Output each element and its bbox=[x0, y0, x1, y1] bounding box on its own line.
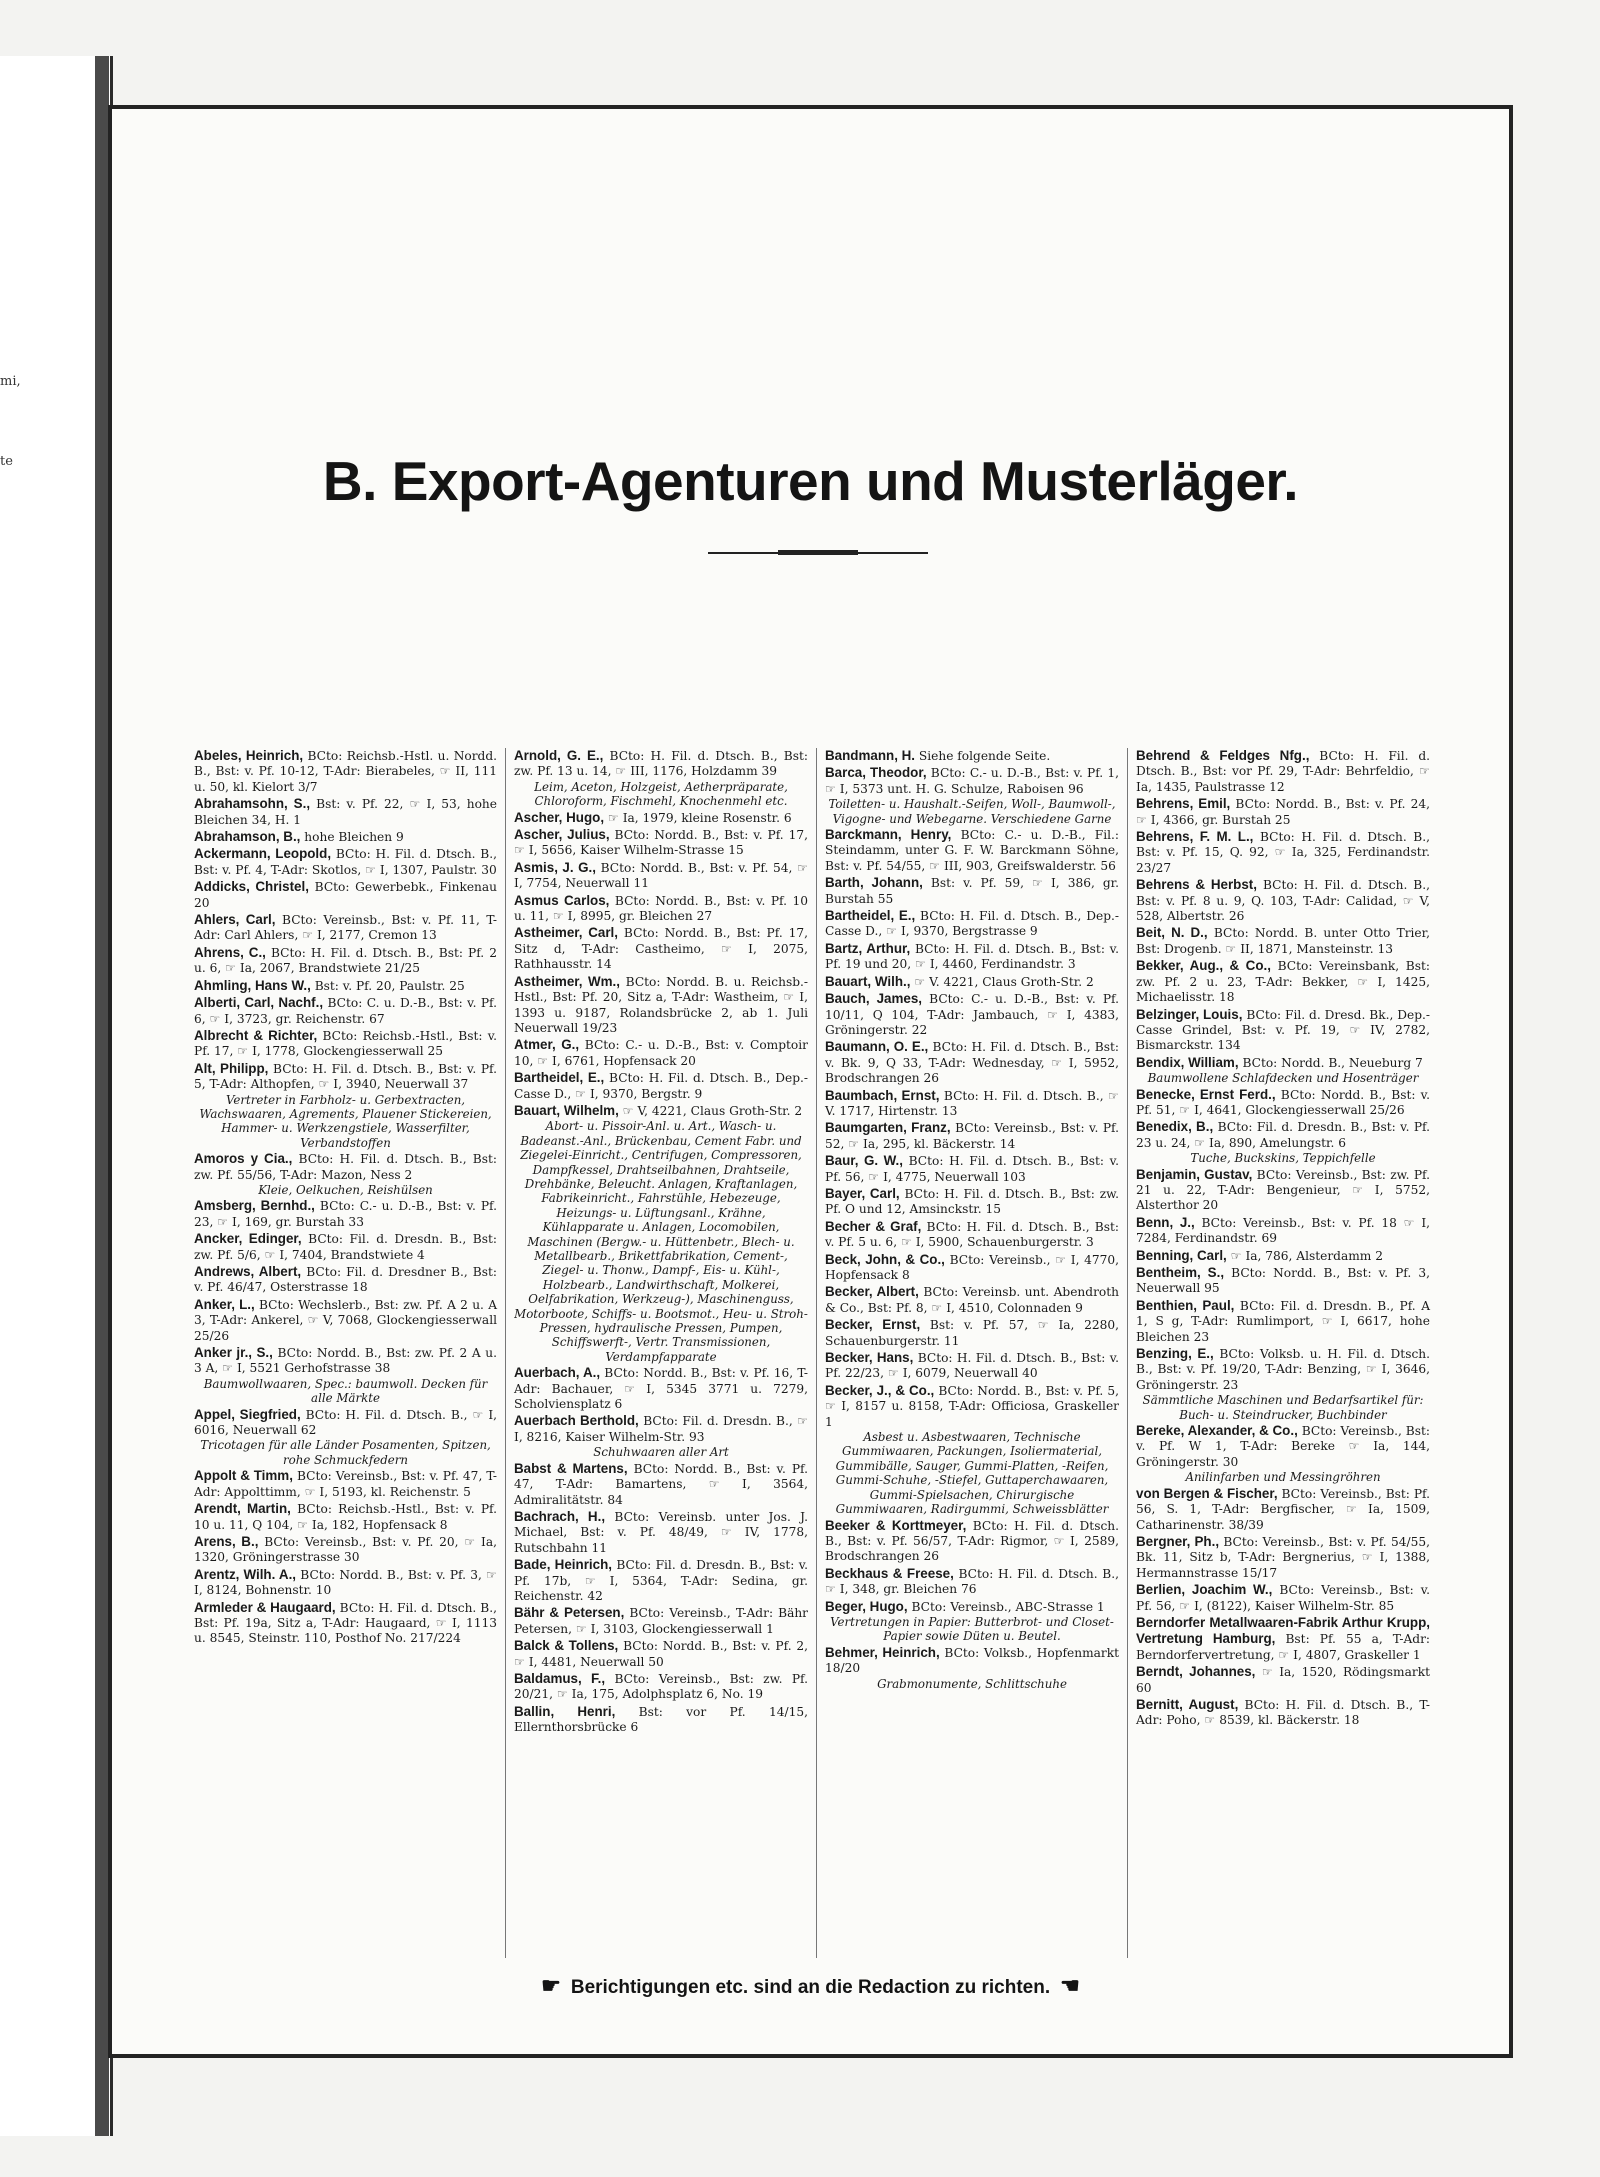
entry-name: Astheimer, Wm., bbox=[514, 973, 620, 989]
directory-entry bbox=[194, 1028, 497, 1060]
directory-entry bbox=[825, 991, 1119, 1038]
directory-entry bbox=[194, 1198, 497, 1230]
directory-entry bbox=[194, 945, 497, 977]
directory-entry bbox=[514, 810, 808, 826]
directory-entry bbox=[1136, 1055, 1430, 1086]
entry-name: Becher & Graf, bbox=[825, 1218, 922, 1234]
entry-name: Benning, Carl, bbox=[1136, 1247, 1227, 1263]
directory-entry bbox=[1136, 1215, 1430, 1247]
entry-details: BCto: H. Fil. d. Dtsch. B., Bst: v. Pf. 8 u. 9, Q. 103, T-Adr: Calidad, ☞ V, 528, Albertstr. 26 bbox=[1136, 878, 1431, 924]
entry-details: BCto: Fil. d. Dresdn. B., Bst: zw. Pf. 5/6, ☞ I, 7404, Brandstwiete 4 bbox=[194, 1232, 498, 1262]
entry-details: BCto: H. Fil. d. Dtsch. B., Bst: zw. Pf. O und 12, Amsinckstr. 15 bbox=[825, 1186, 1119, 1217]
directory-entry bbox=[514, 1605, 808, 1637]
entry-details: BCto: Nordd. B., Bst: v. Pf. 24, ☞ I, 4366, gr. Burstah 25 bbox=[1136, 797, 1430, 827]
entry-details: BCto: Reichsb.-Hstl., Bst: v. Pf. 17, ☞ I, 1778, Glockengiesserwall 25 bbox=[194, 1028, 498, 1059]
directory-entry bbox=[514, 1413, 808, 1459]
entry-product-note: Tricotagen für alle Länder Posamenten, Spitzen, rohe Schmuckfedern bbox=[200, 1438, 491, 1467]
entry-name: Baldamus, F., bbox=[514, 1670, 606, 1686]
directory-entry bbox=[194, 1264, 497, 1296]
entry-product-note: Asbest u. Asbestwaaren, Technische Gummiwaaren, Packungen, Isoliermaterial, Gummibälle, Sauger, Gummi-Platten, -Reifen, Gummi-Schuhe, -Stiefel, Guttaperchawaaren, Gummi-Spielsachen, Chirurgische Gummiwaaren, Radirgummi, Schweissblätter bbox=[835, 1430, 1109, 1517]
entry-details: BCto: Vereinsb., ABC-Strasse 1 bbox=[911, 1599, 1105, 1614]
entry-product-note: Kleie, Oelkuchen, Reishülsen bbox=[258, 1182, 433, 1197]
entry-details: BCto: Vereinsb., Bst: v. Pf. 52, ☞ Ia, 295, kl. Bäckerstr. 14 bbox=[825, 1121, 1119, 1151]
entry-name: Beeker & Korttmeyer, bbox=[825, 1517, 967, 1533]
entry-details: BCto: H. Fil. d. Dtsch. B., Bst: v. Pf. 19 und 20, ☞ I, 4460, Ferdinandstr. 3 bbox=[825, 941, 1119, 972]
directory-entry bbox=[1136, 1697, 1430, 1729]
directory-entry bbox=[825, 1518, 1119, 1565]
entry-details: BCto: Vereinsb., T-Adr: Bähr Petersen, ☞ I, 3103, Glockengiesserwall 1 bbox=[514, 1606, 809, 1636]
directory-entry bbox=[1136, 1582, 1430, 1614]
entry-details: BCto: Vereinsb., Bst: v. Pf. 20, ☞ Ia, 1320, Gröningerstrasse 30 bbox=[194, 1534, 498, 1565]
directory-entry bbox=[825, 1039, 1119, 1086]
entry-name: Behrens, F. M. L., bbox=[1136, 829, 1254, 845]
entry-details: ☞ Ia, 1520, Rödingsmarkt 60 bbox=[1136, 1665, 1430, 1695]
entry-details: BCto: Volksb., Hopfenmarkt 18/20 bbox=[825, 1645, 1120, 1676]
entry-name: Bähr & Petersen, bbox=[514, 1605, 625, 1621]
entry-name: Benzing, E., bbox=[1136, 1346, 1214, 1362]
directory-entry bbox=[194, 1061, 497, 1150]
directory-entry bbox=[1136, 1346, 1430, 1422]
directory-entry bbox=[514, 748, 808, 809]
entry-details: ☞ Ia, 786, Alsterdamm 2 bbox=[1230, 1248, 1383, 1263]
entry-name: Baur, G. W., bbox=[825, 1153, 903, 1169]
entry-name: Alberti, Carl, Nachf., bbox=[194, 995, 324, 1011]
entry-name: Bachrach, H., bbox=[514, 1508, 606, 1524]
footer-text: Berichtigungen etc. sind an die Redaction zu richten. bbox=[570, 1977, 1051, 1998]
entry-name: Asmus Carlos, bbox=[514, 892, 610, 908]
entry-details: BCto: Vereinsb., Bst: Pf. 56, S. 1, T-Adr: Bergfischer, ☞ Ia, 1509, Catharinenstr. 38/39 bbox=[1136, 1486, 1430, 1532]
entry-details: BCto: H. Fil. d. Dtsch. B., Bst: v. Pf. 5 u. 6, ☞ I, 5900, Schauenburgerstr. 3 bbox=[825, 1219, 1120, 1250]
directory-entry bbox=[825, 765, 1119, 826]
directory-entry bbox=[825, 1566, 1119, 1598]
entry-product-note: Baumwollene Schlafdecken und Hosenträger bbox=[1147, 1071, 1419, 1086]
entry-name: Ascher, Julius, bbox=[514, 827, 610, 843]
entry-name: Ahrens, C., bbox=[194, 944, 266, 960]
entry-name: Bendix, William, bbox=[1136, 1054, 1239, 1070]
entry-name: Benthien, Paul, bbox=[1136, 1297, 1235, 1313]
entry-details: BCto: H. Fil. d. Dtsch. B., T-Adr: Poho, ☞ 8539, kl. Bäckerstr. 18 bbox=[1136, 1697, 1430, 1728]
entry-details: BCto: H. Fil. d. Dtsch. B., Bst: v. Pf. 5, T-Adr: Althopfen, ☞ I, 3940, Neuerwall 37 bbox=[194, 1061, 497, 1092]
directory-entry bbox=[194, 1501, 497, 1533]
entry-name: Andrews, Albert, bbox=[194, 1264, 302, 1279]
directory-entry bbox=[1136, 958, 1430, 1005]
directory-entry bbox=[514, 1509, 808, 1556]
pointing-hand-icon: ☛ bbox=[541, 1973, 561, 1998]
entry-name: Beckhaus & Freese, bbox=[825, 1565, 954, 1581]
entry-details: BCto: Fil. d. Dresdn. B., Bst: v. Pf. 17b, ☞ I, 5364, T-Adr: Sedina, gr. Reichenstr. 42 bbox=[514, 1558, 809, 1603]
entry-details: BCto: H. Fil. d. Dtsch. B., ☞ I, 348, gr. Bleichen 76 bbox=[825, 1566, 1120, 1597]
entry-name: Benedix, B., bbox=[1136, 1119, 1214, 1135]
directory-entry bbox=[194, 829, 497, 845]
entry-name: Asmis, J. G., bbox=[514, 859, 596, 875]
entry-name: Beit, N. D., bbox=[1136, 925, 1208, 941]
directory-entry bbox=[1136, 1298, 1430, 1345]
binding-shadow bbox=[95, 56, 109, 2136]
entry-name: Ahlers, Carl, bbox=[194, 912, 276, 928]
directory-entry bbox=[1136, 1248, 1430, 1264]
entry-details: BCto: Vereinsb., Bst: v. Pf. 47, T-Adr: Appolttimm, ☞ I, 5193, kl. Reichenstr. 5 bbox=[194, 1469, 497, 1499]
entry-details: Bst: v. Pf. 22, ☞ I, 53, hohe Bleichen 34, H. 1 bbox=[194, 797, 497, 827]
directory-entry bbox=[514, 1037, 808, 1069]
entry-details: BCto: Vereinsb., Bst: v. Pf. W 1, T-Adr: Bereke ☞ Ia, 144, Gröningerstr. 30 bbox=[1136, 1424, 1431, 1469]
entry-details: BCto: Nordd. B., Bst: Pf. 17, Sitz d, T-Adr: Castheimo, ☞ I, 2075, Rathhausstr. 14 bbox=[514, 926, 808, 972]
entry-name: von Bergen & Fischer, bbox=[1136, 1485, 1278, 1501]
entry-name: Baumgarten, Franz, bbox=[825, 1120, 951, 1136]
directory-entry bbox=[825, 748, 1119, 764]
entry-details: BCto: Nordd. B. u. Reichsb.-Hstl., Bst: Pf. 20, Sitz a, T-Adr: Wastheim, ☞ I, 1393 u. 9187, Rolandsbrücke 2, ab 1. Juli Neuerwall 19/23 bbox=[514, 974, 808, 1035]
entry-name: Baumbach, Ernst, bbox=[825, 1087, 940, 1103]
entry-details: BCto: Fil. d. Dresdner B., Bst: v. Pf. 46/47, Osterstrasse 18 bbox=[194, 1265, 497, 1295]
entry-name: Ancker, Edinger, bbox=[194, 1231, 302, 1247]
directory-entry bbox=[825, 1120, 1119, 1152]
entry-details: BCto: C.- u. D.-B., Bst: v. Comptoir 10, ☞ I, 6761, Hopfensack 20 bbox=[514, 1038, 808, 1068]
directory-entry bbox=[514, 925, 808, 972]
entry-details: Bst: Pf. 55 a, T-Adr: Berndorfervertretung, ☞ I, 4807, Graskeller 1 bbox=[1136, 1632, 1430, 1662]
entry-details: BCto: Volksb. u. H. Fil. d. Dtsch. B., Bst: v. Pf. 19/20, T-Adr: Benzing, ☞ I, 3646, Gröningerstr. 23 bbox=[1136, 1347, 1431, 1392]
entry-details: BCto: Vereinsb., Bst: v. Pf. 54/55, Bk. 11, Sitz b, T-Adr: Bergnerius, ☞ I, 1388, Hermannstrasse 15/17 bbox=[1136, 1534, 1430, 1580]
directory-entry bbox=[825, 1153, 1119, 1185]
directory-entry bbox=[825, 1645, 1119, 1691]
entry-details: BCto: Fil. d. Dresdn. B., ☞ I, 8216, Kaiser Wilhelm-Str. 93 bbox=[514, 1414, 809, 1444]
entry-details: BCto: Vereinsb., Bst: zw. Pf. 21 u. 22, T-Adr: Bengenieur, ☞ I, 5752, Alsterthor 20 bbox=[1136, 1167, 1430, 1213]
entry-details: BCto: Nordd. B., Bst: v. Pf. 10 u. 11, ☞ I, 8995, gr. Bleichen 27 bbox=[514, 893, 808, 924]
entry-details: BCto: Vereinsb., Bst: zw. Pf. 20/21, ☞ Ia, 175, Adolphsplatz 6, No. 19 bbox=[514, 1671, 808, 1702]
entry-name: Bentheim, S., bbox=[1136, 1265, 1225, 1280]
entry-details: ☞ V, 4221, Claus Groth-Str. 2 bbox=[622, 1103, 803, 1118]
directory-entry bbox=[825, 941, 1119, 973]
entry-details: BCto: Nordd. B., Bst: v. Pf. 16, T-Adr: Bachauer, ☞ I, 5345 3771 u. 7279, Scholviensplatz 6 bbox=[514, 1366, 808, 1412]
entry-details: BCto: Wechslerb., Bst: zw. Pf. A 2 u. A 3, T-Adr: Ankerel, ☞ V, 7068, Glockengiesserwall 25/26 bbox=[194, 1297, 498, 1343]
directory-entry bbox=[1136, 1167, 1430, 1214]
entry-name: Balck & Tollens, bbox=[514, 1638, 619, 1654]
directory-entry bbox=[825, 1219, 1119, 1251]
entry-details: BCto: Gewerbebk., Finkenau 20 bbox=[194, 880, 498, 910]
directory-entry bbox=[194, 748, 497, 795]
entry-name: Atmer, G., bbox=[514, 1037, 580, 1053]
directory-entry bbox=[514, 860, 808, 892]
directory-entry bbox=[825, 827, 1119, 874]
directory-entry bbox=[194, 978, 497, 994]
entry-name: Auerbach Berthold, bbox=[514, 1413, 639, 1429]
footer-notice bbox=[112, 1973, 1509, 1999]
entry-details: BCto: H. Fil. d. Dtsch. B., Bst: v. Pf. 22/23, ☞ I, 6079, Neuerwall 40 bbox=[825, 1351, 1120, 1381]
entry-name: Ballin, Henri, bbox=[514, 1703, 616, 1719]
entry-details: BCto: Nordd. B., Bst: v. Pf. 3, Neuerwall 95 bbox=[1136, 1266, 1430, 1296]
directory-entry bbox=[194, 1345, 497, 1406]
entry-details: BCto: Nordd. B., Bst: v. Pf. 17, ☞ I, 5656, Kaiser Wilhelm-Strasse 15 bbox=[514, 828, 808, 858]
entry-name: Bauart, Wilhelm, bbox=[514, 1102, 619, 1118]
entry-name: Arens, B., bbox=[194, 1533, 259, 1549]
directory-entry bbox=[1136, 1664, 1430, 1696]
entry-details: BCto: Nordd. B., Bst: v. Pf. 2, ☞ I, 4481, Neuerwall 50 bbox=[514, 1639, 808, 1669]
directory-entry bbox=[1136, 1119, 1430, 1165]
entry-details: Bst: v. Pf. 59, ☞ I, 386, gr. Burstah 55 bbox=[825, 876, 1120, 906]
entry-details: Bst: v. Pf. 20, Paulstr. 25 bbox=[314, 978, 465, 993]
directory-entry bbox=[1136, 877, 1430, 924]
entry-name: Bandmann, H. bbox=[825, 748, 916, 763]
entry-name: Behrend & Feldges Nfg., bbox=[1136, 748, 1310, 763]
entry-details: ☞ Ia, 1979, kleine Rosenstr. 6 bbox=[607, 810, 792, 825]
entry-details: BCto: H. Fil. d. Dtsch. B., Bst: Pf. 19a, Sitz a, T-Adr: Haugaard, ☞ I, 1113 u. 8545, Steinstr. 110, Posthof No. 217/224 bbox=[194, 1600, 498, 1646]
directory-entry bbox=[1136, 1265, 1430, 1297]
entry-name: Ackermann, Leopold, bbox=[194, 846, 332, 862]
entry-name: Anker, L., bbox=[194, 1296, 255, 1312]
title-rule-ornament bbox=[778, 550, 858, 555]
directory-entry bbox=[825, 1317, 1119, 1349]
entry-name: Berlien, Joachim W., bbox=[1136, 1582, 1273, 1598]
document-page bbox=[108, 105, 1513, 2058]
directory-entry bbox=[514, 1638, 808, 1670]
directory-entry bbox=[825, 1186, 1119, 1218]
entry-details: BCto: H. Fil. d. Dtsch. B., Bst: v. Pf. 56/57, T-Adr: Rigmor, ☞ I, 2589, Brodschrangen 26 bbox=[825, 1518, 1120, 1564]
directory-entry bbox=[1136, 748, 1430, 795]
entry-name: Bauch, James, bbox=[825, 991, 923, 1007]
entry-details: BCto: C.- u. D.-B., Bst: v. Pf. 1, ☞ I, 5373 unt. H. G. Schulze, Raboisen 96 bbox=[825, 766, 1120, 796]
entry-name: Barckmann, Henry, bbox=[825, 827, 952, 843]
entry-name: Barca, Theodor, bbox=[825, 765, 927, 781]
entry-name: Albrecht & Richter, bbox=[194, 1027, 318, 1043]
directory-entry bbox=[514, 1704, 808, 1736]
entry-name: Alt, Philipp, bbox=[194, 1060, 269, 1076]
entry-details: BCto: Fil. d. Dresdn. B., Pf. A 1, S g, T-Adr: Rumlimport, ☞ I, 6617, hohe Bleichen 23 bbox=[1136, 1298, 1430, 1344]
directory-entry bbox=[825, 1088, 1119, 1120]
entry-details: BCto: C. u. D.-B., Bst: v. Pf. 6, ☞ I, 3723, gr. Reichenstr. 67 bbox=[194, 996, 498, 1026]
directory-entry bbox=[514, 974, 808, 1037]
entry-name: Belzinger, Louis, bbox=[1136, 1006, 1243, 1022]
entry-details: BCto: Nordd. B., Bst: v. Pf. 47, T-Adr: Bamartens, ☞ I, 3564, Admiralitätstr. 84 bbox=[514, 1461, 809, 1507]
entry-details: BCto: H. Fil. d. Dtsch. B., Bst: zw. Pf. 55/56, T-Adr: Mazon, Ness 2 bbox=[194, 1152, 498, 1182]
entry-details: BCto: Fil. d. Dresd. Bk., Dep.-Casse Grindel, Bst: v. Pf. 19, ☞ IV, 2782, Bismarckstr. 134 bbox=[1136, 1007, 1430, 1053]
entry-name: Baumann, O. E., bbox=[825, 1039, 929, 1055]
entry-details: ☞ V. 4221, Claus Groth-Str. 2 bbox=[914, 974, 1094, 989]
binding-fragment: te bbox=[0, 454, 13, 469]
entry-details: BCto: Nordd. B. unter Otto Trier, Bst: Drogenb. ☞ II, 1871, Mansteinstr. 13 bbox=[1136, 926, 1430, 956]
directory-entry bbox=[194, 1151, 497, 1197]
entry-name: Bartheidel, E., bbox=[514, 1070, 605, 1086]
entry-name: Ahmling, Hans W., bbox=[194, 977, 311, 993]
entry-name: Bauart, Wilh., bbox=[825, 973, 911, 989]
directory-entry bbox=[825, 974, 1119, 990]
entry-name: Behrens & Herbst, bbox=[1136, 877, 1257, 893]
entry-name: Bernitt, August, bbox=[1136, 1696, 1239, 1712]
entry-details: BCto: Vereinsb. unt. Abendroth & Co., Bst: Pf. 8, ☞ I, 4510, Colonnaden 9 bbox=[825, 1285, 1119, 1315]
directory-columns bbox=[194, 748, 1438, 1958]
entry-product-note: Leim, Aceton, Holzgeist, Aetherpräparate, Chloroform, Fischmehl, Knochenmehl etc. bbox=[534, 779, 788, 809]
directory-entry bbox=[825, 875, 1119, 907]
directory-entry bbox=[194, 796, 497, 828]
binding-fragment: mi, bbox=[0, 374, 21, 389]
directory-entry bbox=[825, 1252, 1119, 1284]
directory-entry bbox=[194, 995, 497, 1027]
entry-details: BCto: H. Fil. d. Dtsch. B., Bst: v. Bk. 9, Q 33, T-Adr: Wednesday, ☞ I, 5952, Brodschrangen 26 bbox=[825, 1040, 1120, 1086]
entry-name: Benn, J., bbox=[1136, 1214, 1195, 1230]
directory-entry bbox=[194, 846, 497, 878]
entry-details: BCto: H. Fil. d. Dtsch. B., Bst: v. Pf. 56, ☞ I, 4775, Neuerwall 103 bbox=[825, 1154, 1119, 1184]
entry-name: Becker, Albert, bbox=[825, 1284, 919, 1300]
directory-entry bbox=[194, 1567, 497, 1599]
entry-details: BCto: H. Fil. d. Dtsch. B., Dep.-Casse D., ☞ I, 9370, Bergstr. 9 bbox=[514, 1071, 809, 1101]
entry-name: Auerbach, A., bbox=[514, 1365, 601, 1381]
directory-entry bbox=[194, 879, 497, 911]
directory-entry bbox=[1136, 796, 1430, 828]
entry-name: Abrahamson, B., bbox=[194, 829, 301, 845]
entry-name: Beck, John, & Co., bbox=[825, 1251, 945, 1267]
directory-entry bbox=[1136, 1534, 1430, 1581]
entry-details: BCto: Nordd. B., Bst: v. Pf. 54, ☞ I, 7754, Neuerwall 11 bbox=[514, 860, 808, 891]
entry-name: Beger, Hugo, bbox=[825, 1598, 908, 1614]
entry-details: BCto: H. Fil. d. Dtsch. B., Bst: Pf. 2 u. 6, ☞ Ia, 2067, Brandstwiete 21/25 bbox=[194, 945, 497, 976]
entry-product-note: Sämmtliche Maschinen und Bedarfsartikel für: Buch- u. Steindrucker, Buchbinder bbox=[1142, 1393, 1424, 1422]
directory-entry bbox=[514, 893, 808, 925]
entry-details: Bst: vor Pf. 14/15, Ellernthorsbrücke 6 bbox=[514, 1704, 808, 1735]
directory-entry bbox=[825, 1383, 1119, 1517]
directory-entry bbox=[194, 1468, 497, 1500]
entry-name: Amoros y Cia., bbox=[194, 1151, 293, 1167]
entry-details: BCto: C.- u. D.-B., Fil.: Steindamm, unter G. F. W. Barckmann Söhne, Bst: v. Pf. 54/55, ☞ III, 903, Greifswalderstr. 56 bbox=[825, 828, 1120, 873]
entry-name: Astheimer, Carl, bbox=[514, 925, 618, 941]
entry-name: Behmer, Heinrich, bbox=[825, 1644, 940, 1660]
entry-product-note: Vertretungen in Papier: Butterbrot- und Closet-Papier sowie Düten u. Beutel. bbox=[830, 1614, 1114, 1644]
directory-column-1 bbox=[194, 748, 505, 1958]
entry-name: Bade, Heinrich, bbox=[514, 1557, 612, 1573]
directory-entry bbox=[1136, 1087, 1430, 1119]
entry-name: Appel, Siegfried, bbox=[194, 1406, 301, 1422]
entry-details: BCto: Nordd. B., Bst: v. Pf. 3, ☞ I, 8124, Bohnenstr. 10 bbox=[194, 1567, 497, 1598]
entry-name: Bayer, Carl, bbox=[825, 1185, 900, 1201]
entry-product-note: Tuche, Buckskins, Teppichfelle bbox=[1190, 1151, 1376, 1166]
entry-name: Ascher, Hugo, bbox=[514, 809, 605, 825]
directory-entry bbox=[194, 1297, 497, 1344]
directory-entry bbox=[1136, 1615, 1430, 1663]
entry-details: BCto: H. Fil. d. Dtsch. B., Bst: v. Pf. 15, Q. 92, ☞ Ia, 325, Ferdinandstr. 23/27 bbox=[1136, 830, 1430, 875]
directory-entry bbox=[1136, 829, 1430, 876]
entry-name: Armleder & Haugaard, bbox=[194, 1599, 336, 1615]
directory-entry bbox=[194, 1534, 497, 1566]
entry-product-note: Vertreter in Farbholz- u. Gerbextracten, Wachswaaren, Agrements, Plauener Stickereien, Hammer- u. Werkzengstiele, Wasserfilter, Verbandstoffen bbox=[199, 1092, 492, 1150]
entry-name: Becker, Hans, bbox=[825, 1350, 914, 1366]
entry-product-note: Anilinfarben und Messingröhren bbox=[1185, 1470, 1381, 1485]
directory-entry bbox=[514, 1461, 808, 1508]
entry-details: BCto: Nordd. B., Neueburg 7 bbox=[1242, 1055, 1423, 1070]
entry-name: Berndt, Johannes, bbox=[1136, 1664, 1256, 1680]
directory-entry bbox=[825, 908, 1119, 940]
directory-entry bbox=[514, 1070, 808, 1102]
directory-column-2 bbox=[505, 748, 816, 1958]
entry-product-note: Abort- u. Pissoir-Anl. u. Art., Wasch- u. Badeanst.-Anl., Brückenbau, Cement Fabr. und Ziegelei-Einricht., Centrifugen, Compressoren, Dampfkessel, Drahtseilbahnen, Drahtseile, Drehbänke, Beleucht. Anlagen, Kraftanlagen, Fabrikeinricht., Fahrstühle, Hebezeuge, Heizungs- u. Lüftungsanl., Krähne, Kühlapparate u. Anlagen, Locomobilen, Maschinen (Bergw.- u. Hüttenbetr., Blech- u. Metallbearb., Brikettfabrikation, Cement-, Ziegel- u. Thonw., Dampf-, Eis- u. Kühl-, Holzbearb., Landwirthschaft, Molkerei, Oelfabrikation, Werkzeug-), Maschinenguss, Motorboote, Schiffs- u. Bootsmot., Heu- u. Stroh-Pressen, hydraulische Pressen, Pumpen, Schiffswerft-, Vertr. Transmissionen, Verdampfapparate bbox=[514, 1119, 808, 1364]
directory-column-3 bbox=[816, 748, 1127, 1958]
directory-entry bbox=[1136, 1007, 1430, 1054]
entry-name: Bartz, Arthur, bbox=[825, 940, 911, 956]
directory-entry bbox=[825, 1350, 1119, 1382]
directory-column-4 bbox=[1127, 748, 1438, 1958]
entry-name: Arnold, G. E., bbox=[514, 748, 604, 763]
directory-entry bbox=[194, 1600, 497, 1647]
entry-details: BCto: H. Fil. d. Dtsch. B., Bst: vor Pf. 29, T-Adr: Behrfeldio, ☞ Ia, 1435, Paulstrasse 12 bbox=[1136, 749, 1431, 794]
entry-name: Addicks, Christel, bbox=[194, 879, 309, 895]
entry-details: BCto: Nordd. B., Bst: v. Pf. 5, ☞ I, 8157 u. 8158, T-Adr: Officiosa, Graskeller 1 bbox=[825, 1383, 1119, 1429]
directory-entry bbox=[514, 827, 808, 859]
entry-details: BCto: Reichsb.-Hstl. u. Nordd. B., Bst: v. Pf. 10-12, T-Adr: Bierabeles, ☞ II, 111 u. 50, kl. Kielort 3/7 bbox=[194, 749, 498, 794]
entry-details: Siehe folgende Seite. bbox=[918, 749, 1051, 763]
entry-name: Becker, J., & Co., bbox=[825, 1382, 935, 1398]
pointing-hand-icon: ☚ bbox=[1060, 1973, 1080, 1998]
directory-entry bbox=[1136, 1423, 1430, 1485]
entry-product-note: Baumwollwaaren, Spec.: baumwoll. Decken für alle Märkte bbox=[203, 1376, 488, 1406]
directory-entry bbox=[514, 1557, 808, 1604]
entry-name: Benecke, Ernst Ferd., bbox=[1136, 1086, 1276, 1102]
directory-entry bbox=[194, 912, 497, 944]
entry-details: BCto: C.- u. D.-B., Bst: v. Pf. 10/11, Q 104, T-Adr: Jambauch, ☞ I, 4383, Gröningerstr. 22 bbox=[825, 992, 1120, 1037]
directory-entry bbox=[514, 1671, 808, 1703]
entry-details: BCto: Vereinsb., Bst: v. Pf. 56, ☞ I, (8122), Kaiser Wilhelm-Str. 85 bbox=[1136, 1583, 1431, 1613]
directory-entry bbox=[825, 1284, 1119, 1316]
entry-details: BCto: H. Fil. d. Dtsch. B., Bst: v. Pf. 4, T-Adr: Skotlos, ☞ I, 1307, Paulstr. 30 bbox=[194, 847, 498, 877]
entry-details: BCto: C.- u. D.-B., Bst: v. Pf. 23, ☞ I, 169, gr. Burstah 33 bbox=[194, 1199, 497, 1229]
entry-name: Bekker, Aug., & Co., bbox=[1136, 958, 1271, 974]
entry-name: Berndorfer Metallwaaren-Fabrik Arthur Krupp, Vertretung Hamburg, bbox=[1136, 1614, 1430, 1647]
entry-name: Appolt & Timm, bbox=[194, 1468, 293, 1484]
entry-details: Bst: v. Pf. 57, ☞ Ia, 2280, Schauenburgerstr. 11 bbox=[825, 1318, 1120, 1348]
directory-entry bbox=[514, 1365, 808, 1412]
entry-details: BCto: H. Fil. d. Dtsch. B., Dep.-Casse D., ☞ I, 9370, Bergstrasse 9 bbox=[825, 909, 1120, 939]
entry-details: BCto: Vereinsb. unter Jos. J. Michael, Bst: v. Pf. 48/49, ☞ IV, 1778, Rutschbahn 11 bbox=[514, 1509, 808, 1555]
entry-details: BCto: Vereinsb., Bst: v. Pf. 11, T-Adr: Carl Ahlers, ☞ I, 2177, Cremon 13 bbox=[194, 913, 498, 943]
directory-entry bbox=[1136, 925, 1430, 957]
entry-details: BCto: H. Fil. d. Dtsch. B., ☞ V. 1717, Hirtenstr. 13 bbox=[825, 1088, 1119, 1118]
directory-entry bbox=[1136, 1486, 1430, 1533]
entry-details: BCto: H. Fil. d. Dtsch. B., Bst: zw. Pf. 13 u. 14, ☞ III, 1176, Holzdamm 39 bbox=[514, 749, 808, 779]
entry-name: Abeles, Heinrich, bbox=[194, 748, 304, 763]
entry-name: Behrens, Emil, bbox=[1136, 796, 1231, 812]
entry-details: BCto: H. Fil. d. Dtsch. B., ☞ I, 6016, Neuerwall 62 bbox=[194, 1407, 498, 1438]
directory-entry bbox=[514, 1103, 808, 1364]
entry-name: Bartheidel, E., bbox=[825, 908, 916, 924]
entry-product-note: Schuhwaaren aller Art bbox=[593, 1445, 729, 1460]
entry-details: BCto: Fil. d. Dresdn. B., Bst: v. Pf. 23 u. 24, ☞ Ia, 890, Amelungstr. 6 bbox=[1136, 1120, 1430, 1150]
directory-entry bbox=[194, 1231, 497, 1263]
entry-name: Bergner, Ph., bbox=[1136, 1533, 1220, 1549]
entry-name: Bereke, Alexander, & Co., bbox=[1136, 1423, 1298, 1439]
entry-details: BCto: Nordd. B., Bst: zw. Pf. 2 A u. 3 A, ☞ I, 5521 Gerhofstrasse 38 bbox=[194, 1346, 498, 1376]
entry-name: Abrahamsohn, S., bbox=[194, 796, 311, 812]
entry-name: Arendt, Martin, bbox=[194, 1501, 291, 1517]
entry-details: BCto: Vereinsb., ☞ I, 4770, Hopfensack 8 bbox=[825, 1252, 1120, 1282]
entry-name: Anker jr., S., bbox=[194, 1345, 273, 1361]
entry-name: Benjamin, Gustav, bbox=[1136, 1166, 1253, 1182]
entry-details: hohe Bleichen 9 bbox=[304, 830, 404, 845]
entry-name: Babst & Martens, bbox=[514, 1460, 628, 1476]
directory-entry bbox=[194, 1407, 497, 1468]
entry-details: BCto: Vereinsb., Bst: v. Pf. 18 ☞ I, 7284, Ferdinandstr. 69 bbox=[1136, 1215, 1431, 1246]
directory-entry bbox=[825, 1599, 1119, 1644]
entry-product-note: Toiletten- u. Haushalt.-Seifen, Woll-, Baumwoll-, Vigogne- und Webegarne. Verschiedene Garne bbox=[828, 797, 1116, 826]
entry-product-note: Grabmonumente, Schlittschuhe bbox=[877, 1676, 1067, 1691]
entry-details: BCto: Nordd. B., Bst: v. Pf. 51, ☞ I, 4641, Glockengiesserwall 25/26 bbox=[1136, 1087, 1430, 1117]
entry-details: BCto: Vereinsbank, Bst: zw. Pf. 2 u. 23, T-Adr: Bekker, ☞ I, 1425, Michaelisstr. 18 bbox=[1136, 959, 1431, 1005]
entry-name: Amsberg, Bernhd., bbox=[194, 1198, 315, 1214]
entry-details: BCto: Reichsb.-Hstl., Bst: v. Pf. 10 u. 11, Q 104, ☞ Ia, 182, Hopfensack 8 bbox=[194, 1502, 497, 1532]
entry-name: Arentz, Wilh. A., bbox=[194, 1566, 297, 1582]
entry-name: Barth, Johann, bbox=[825, 875, 923, 891]
entry-name: Becker, Ernst, bbox=[825, 1317, 921, 1333]
page-title: B. Export-Agenturen und Musterläger. bbox=[322, 450, 1299, 512]
